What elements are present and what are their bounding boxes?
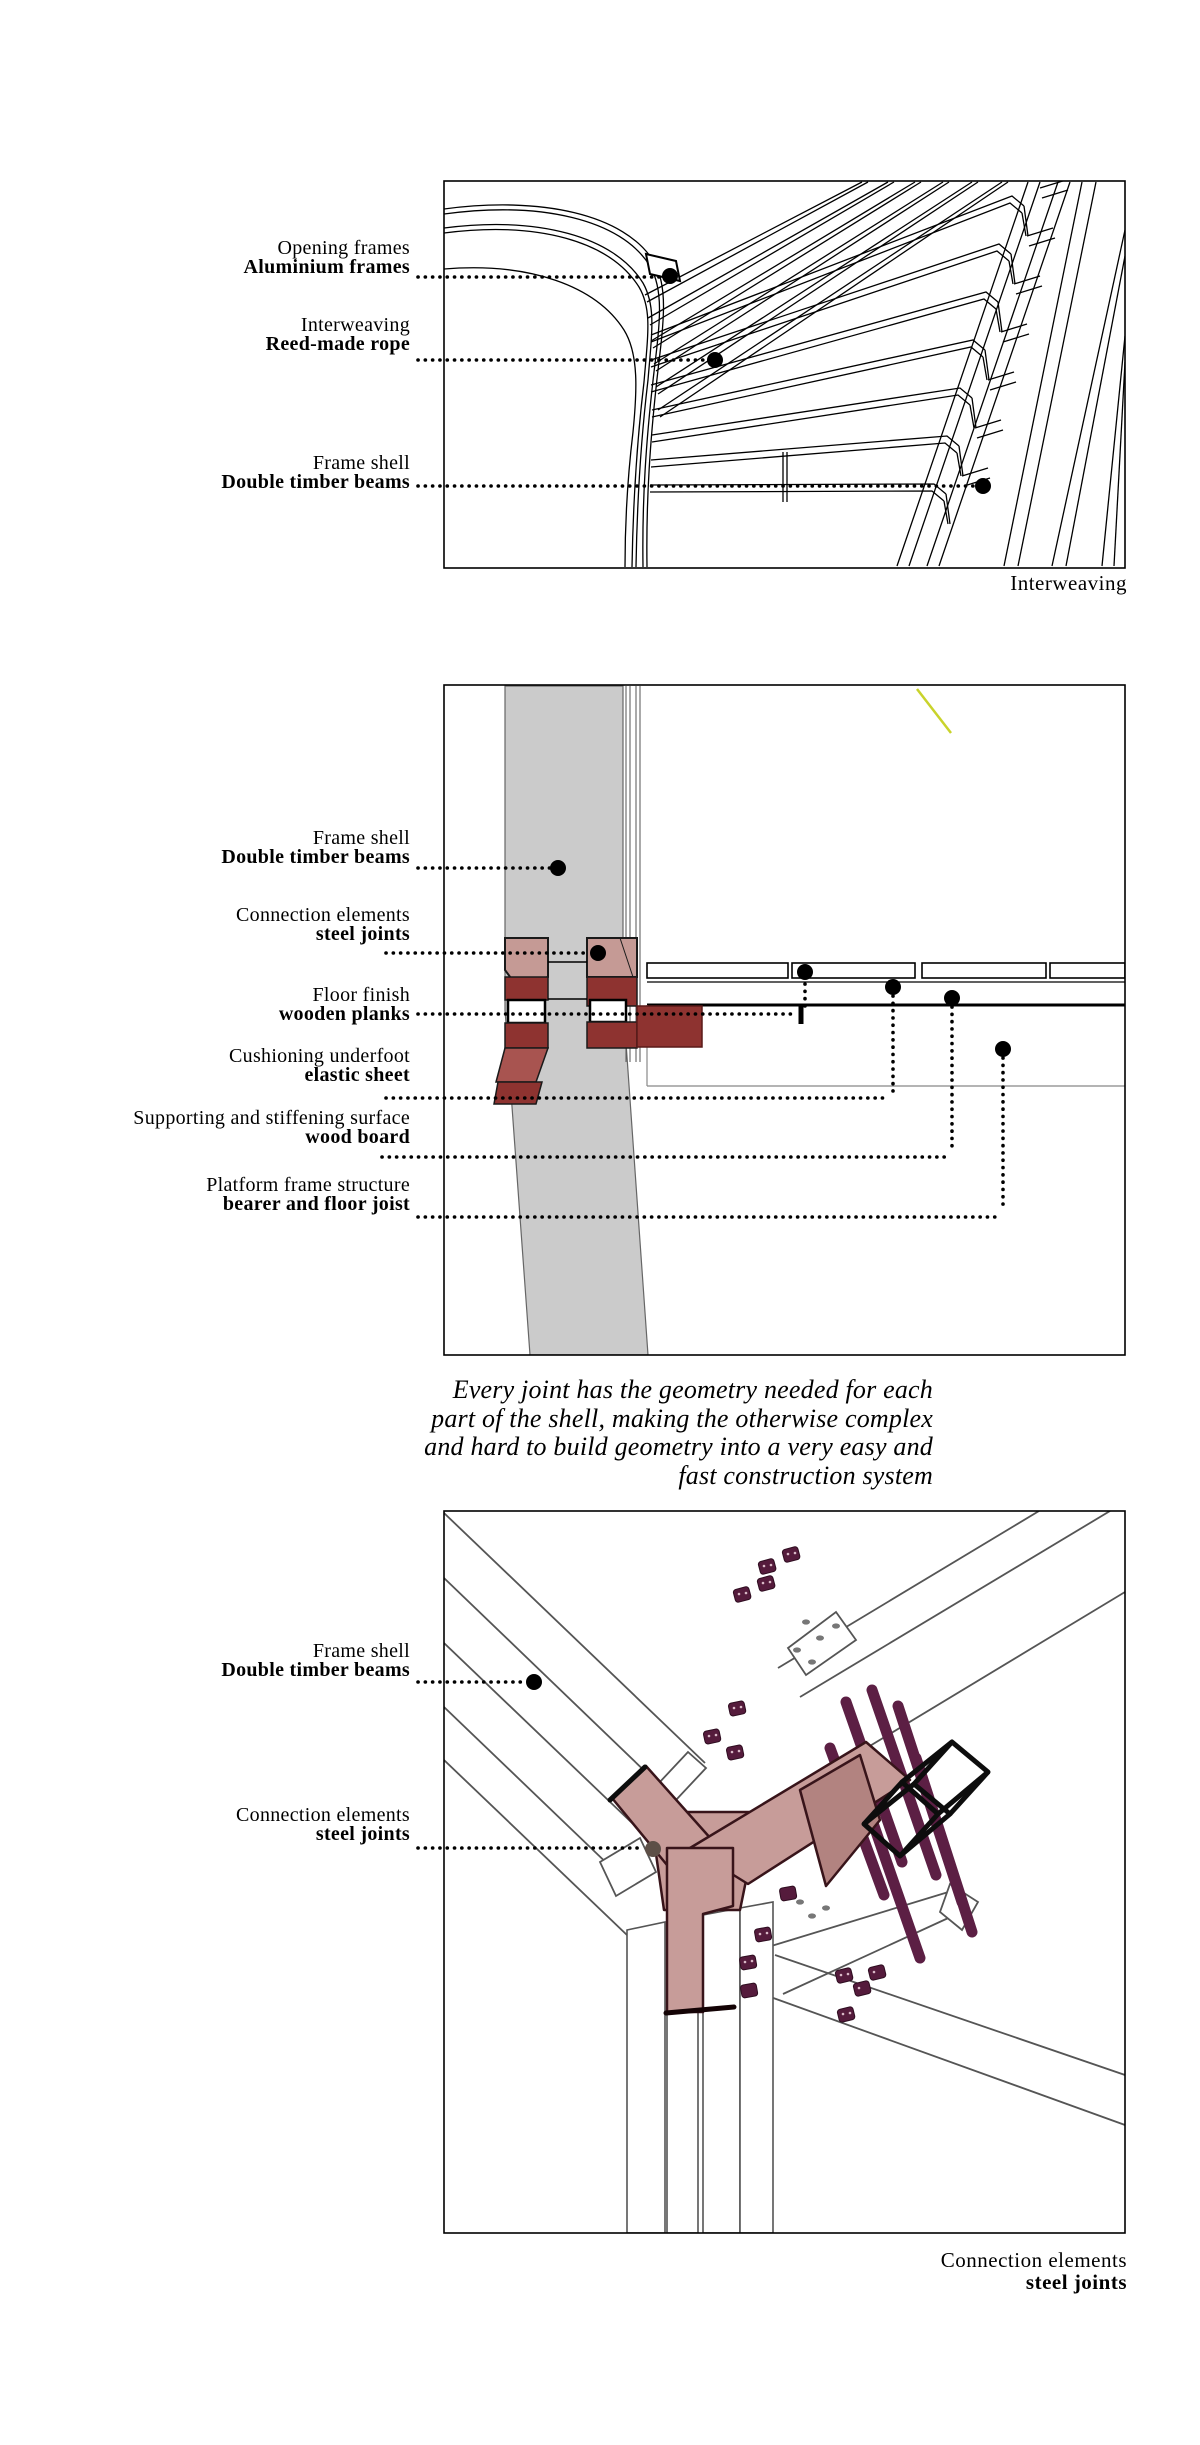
floor-detail-drawing <box>494 686 1125 1355</box>
statement-line: Every joint has the geometry needed for each <box>452 1375 933 1404</box>
caption-connection-elements: Connection elements steel joints <box>940 2248 1127 2294</box>
label-frame-shell-p1 <box>221 454 410 492</box>
label-line-regular: Connection elements <box>236 1804 410 1826</box>
leader-lines <box>382 277 1003 1848</box>
statement-line: part of the shell, making the otherwise complex <box>431 1403 933 1433</box>
label-line-bold: Double timber beams <box>221 471 410 493</box>
label-line-bold: bearer and floor joist <box>222 1193 410 1215</box>
statement-text <box>424 1376 933 1490</box>
label-line-bold: steel joints <box>315 1823 410 1845</box>
label-line-regular: Platform frame structure <box>206 1174 410 1196</box>
label-line-bold: wooden planks <box>278 1003 410 1025</box>
label-connection-elements-p2 <box>236 906 410 944</box>
label-line-regular: Frame shell <box>312 452 410 474</box>
label-line-bold: Double timber beams <box>221 846 410 868</box>
label-line-regular: Supporting and stiffening surface <box>133 1107 410 1129</box>
label-opening-frames <box>244 239 410 277</box>
statement-line: and hard to build geometry into a very easy and <box>424 1432 933 1461</box>
label-frame-shell-p2 <box>221 829 410 867</box>
label-line-bold: Double timber beams <box>221 1659 410 1681</box>
label-line-regular: Frame shell <box>312 1640 410 1662</box>
label-line-regular: Interweaving <box>300 314 410 336</box>
label-line-regular: Cushioning underfoot <box>229 1045 410 1067</box>
joint-detail-drawing <box>444 1511 1125 2233</box>
interweaving-drawing <box>444 180 1125 567</box>
statement-line: fast construction system <box>678 1460 933 1490</box>
label-floor-finish <box>279 986 410 1024</box>
label-platform-frame <box>206 1176 410 1214</box>
label-line-regular: Opening frames <box>277 237 410 259</box>
label-interweaving-rope <box>266 316 410 354</box>
label-line-bold: steel joints <box>315 923 410 945</box>
label-line-bold: elastic sheet <box>304 1064 410 1086</box>
label-line-regular: Floor finish <box>312 984 410 1006</box>
label-supporting-surface <box>133 1109 410 1147</box>
caption-interweaving: Interweaving <box>1010 571 1127 595</box>
label-line-bold: Aluminium frames <box>243 256 410 278</box>
label-line-bold: Reed-made rope <box>265 333 410 355</box>
label-cushioning-underfoot <box>229 1047 410 1085</box>
label-connection-elements-p3 <box>236 1806 410 1844</box>
label-line-bold: wood board <box>305 1126 410 1148</box>
label-frame-shell-p3 <box>221 1642 410 1680</box>
label-line-regular: Frame shell <box>312 827 410 849</box>
label-line-regular: Connection elements <box>236 904 410 926</box>
